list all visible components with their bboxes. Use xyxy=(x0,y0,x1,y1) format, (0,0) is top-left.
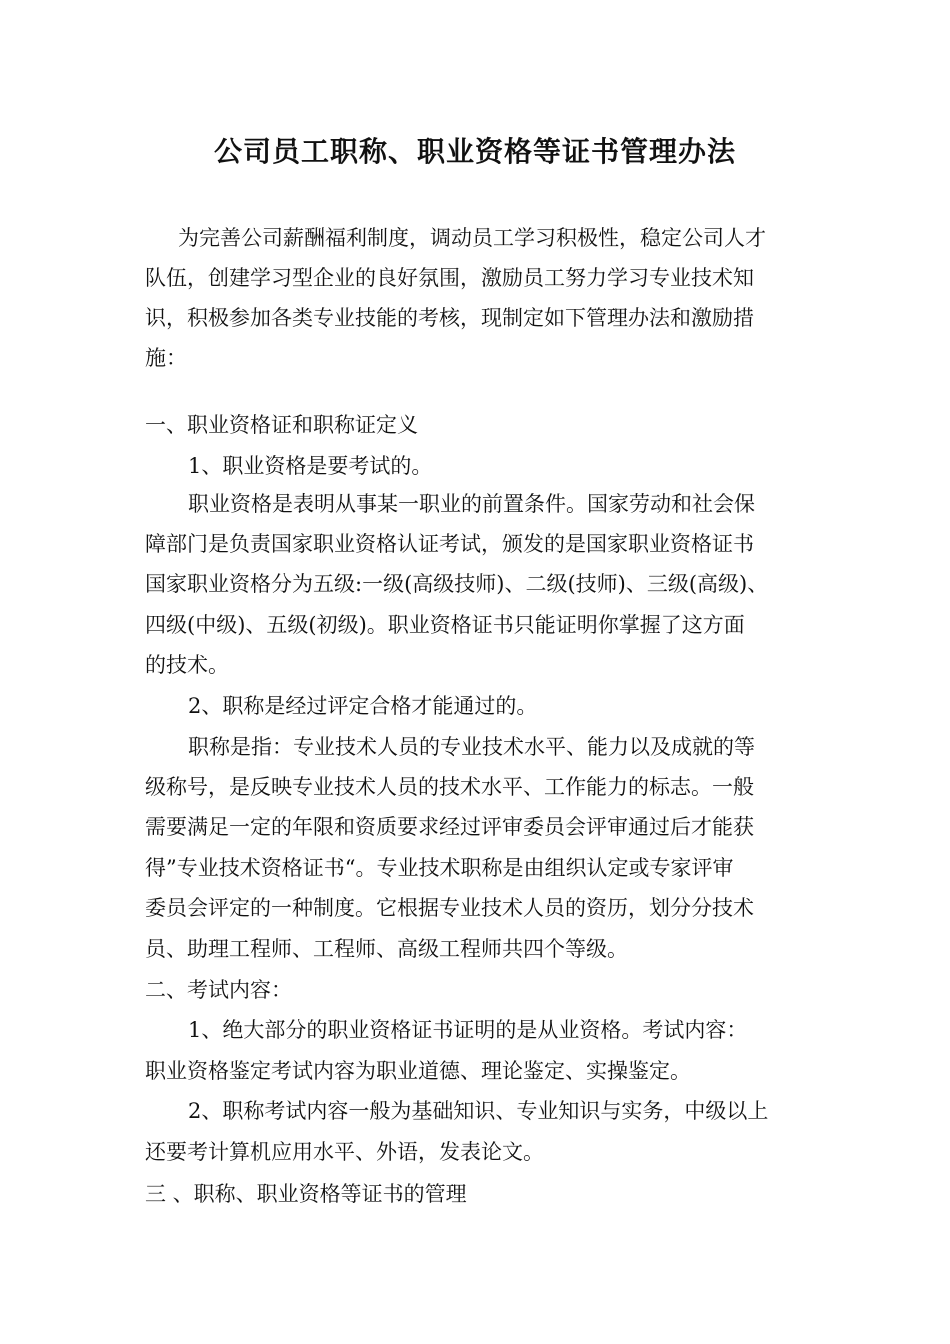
paragraph-line: 需要满足一定的年限和资质要求经过评审委员会评审通过后才能获 xyxy=(145,815,754,839)
paragraph-line: 1、绝大部分的职业资格证书证明的是从业资格。考试内容： xyxy=(188,1018,748,1042)
paragraph-line: 委员会评定的一种制度。它根据专业技术人员的资历，划分分技术 xyxy=(145,896,754,920)
paragraph-line: 得”专业技术资格证书“。专业技术职称是由组织认定或专家评审 xyxy=(145,856,734,880)
document-title: 公司员工职称、职业资格等证书管理办法 xyxy=(213,135,736,168)
subheading-1-1: 1、职业资格是要考试的。 xyxy=(188,454,433,478)
section-heading-1: 一、职业资格证和职称证定义 xyxy=(145,413,418,437)
paragraph-line: 2、职称考试内容一般为基础知识、专业知识与实务，中级以上 xyxy=(188,1099,769,1123)
subheading-1-2: 2、职称是经过评定合格才能通过的。 xyxy=(188,694,538,718)
intro-line-2: 队伍，创建学习型企业的良好氛围，激励员工努力学习专业技术知 xyxy=(145,266,754,290)
paragraph-line: 的技术。 xyxy=(145,653,229,677)
section-heading-3: 三 、职称、职业资格等证书的管理 xyxy=(145,1182,467,1206)
paragraph-line: 职业资格是表明从事某一职业的前置条件。国家劳动和社会保 xyxy=(188,492,755,516)
paragraph-line: 职称是指：专业技术人员的专业技术水平、能力以及成就的等 xyxy=(188,735,755,759)
paragraph-line: 障部门是负责国家职业资格认证考试，颁发的是国家职业资格证书 xyxy=(145,532,754,556)
paragraph-line: 还要考计算机应用水平、外语，发表论文。 xyxy=(145,1140,544,1164)
section-heading-2: 二、考试内容： xyxy=(145,978,292,1002)
paragraph-line: 四级(中级)、五级(初级)。职业资格证书只能证明你掌握了这方面 xyxy=(145,613,745,637)
paragraph-line: 职业资格鉴定考试内容为职业道德、理论鉴定、实操鉴定。 xyxy=(145,1059,691,1083)
paragraph-line: 国家职业资格分为五级:一级(高级技师)、二级(技师)、三级(高级)、 xyxy=(145,572,769,596)
intro-line-1: 为完善公司薪酬福利制度，调动员工学习积极性，稳定公司人才 xyxy=(178,226,766,250)
paragraph-line: 级称号，是反映专业技术人员的技术水平、工作能力的标志。一般 xyxy=(145,775,754,799)
intro-line-3: 识，积极参加各类专业技能的考核，现制定如下管理办法和激励措 xyxy=(145,306,754,330)
paragraph-line: 员、助理工程师、工程师、高级工程师共四个等级。 xyxy=(145,937,628,961)
intro-line-4: 施： xyxy=(145,346,187,370)
